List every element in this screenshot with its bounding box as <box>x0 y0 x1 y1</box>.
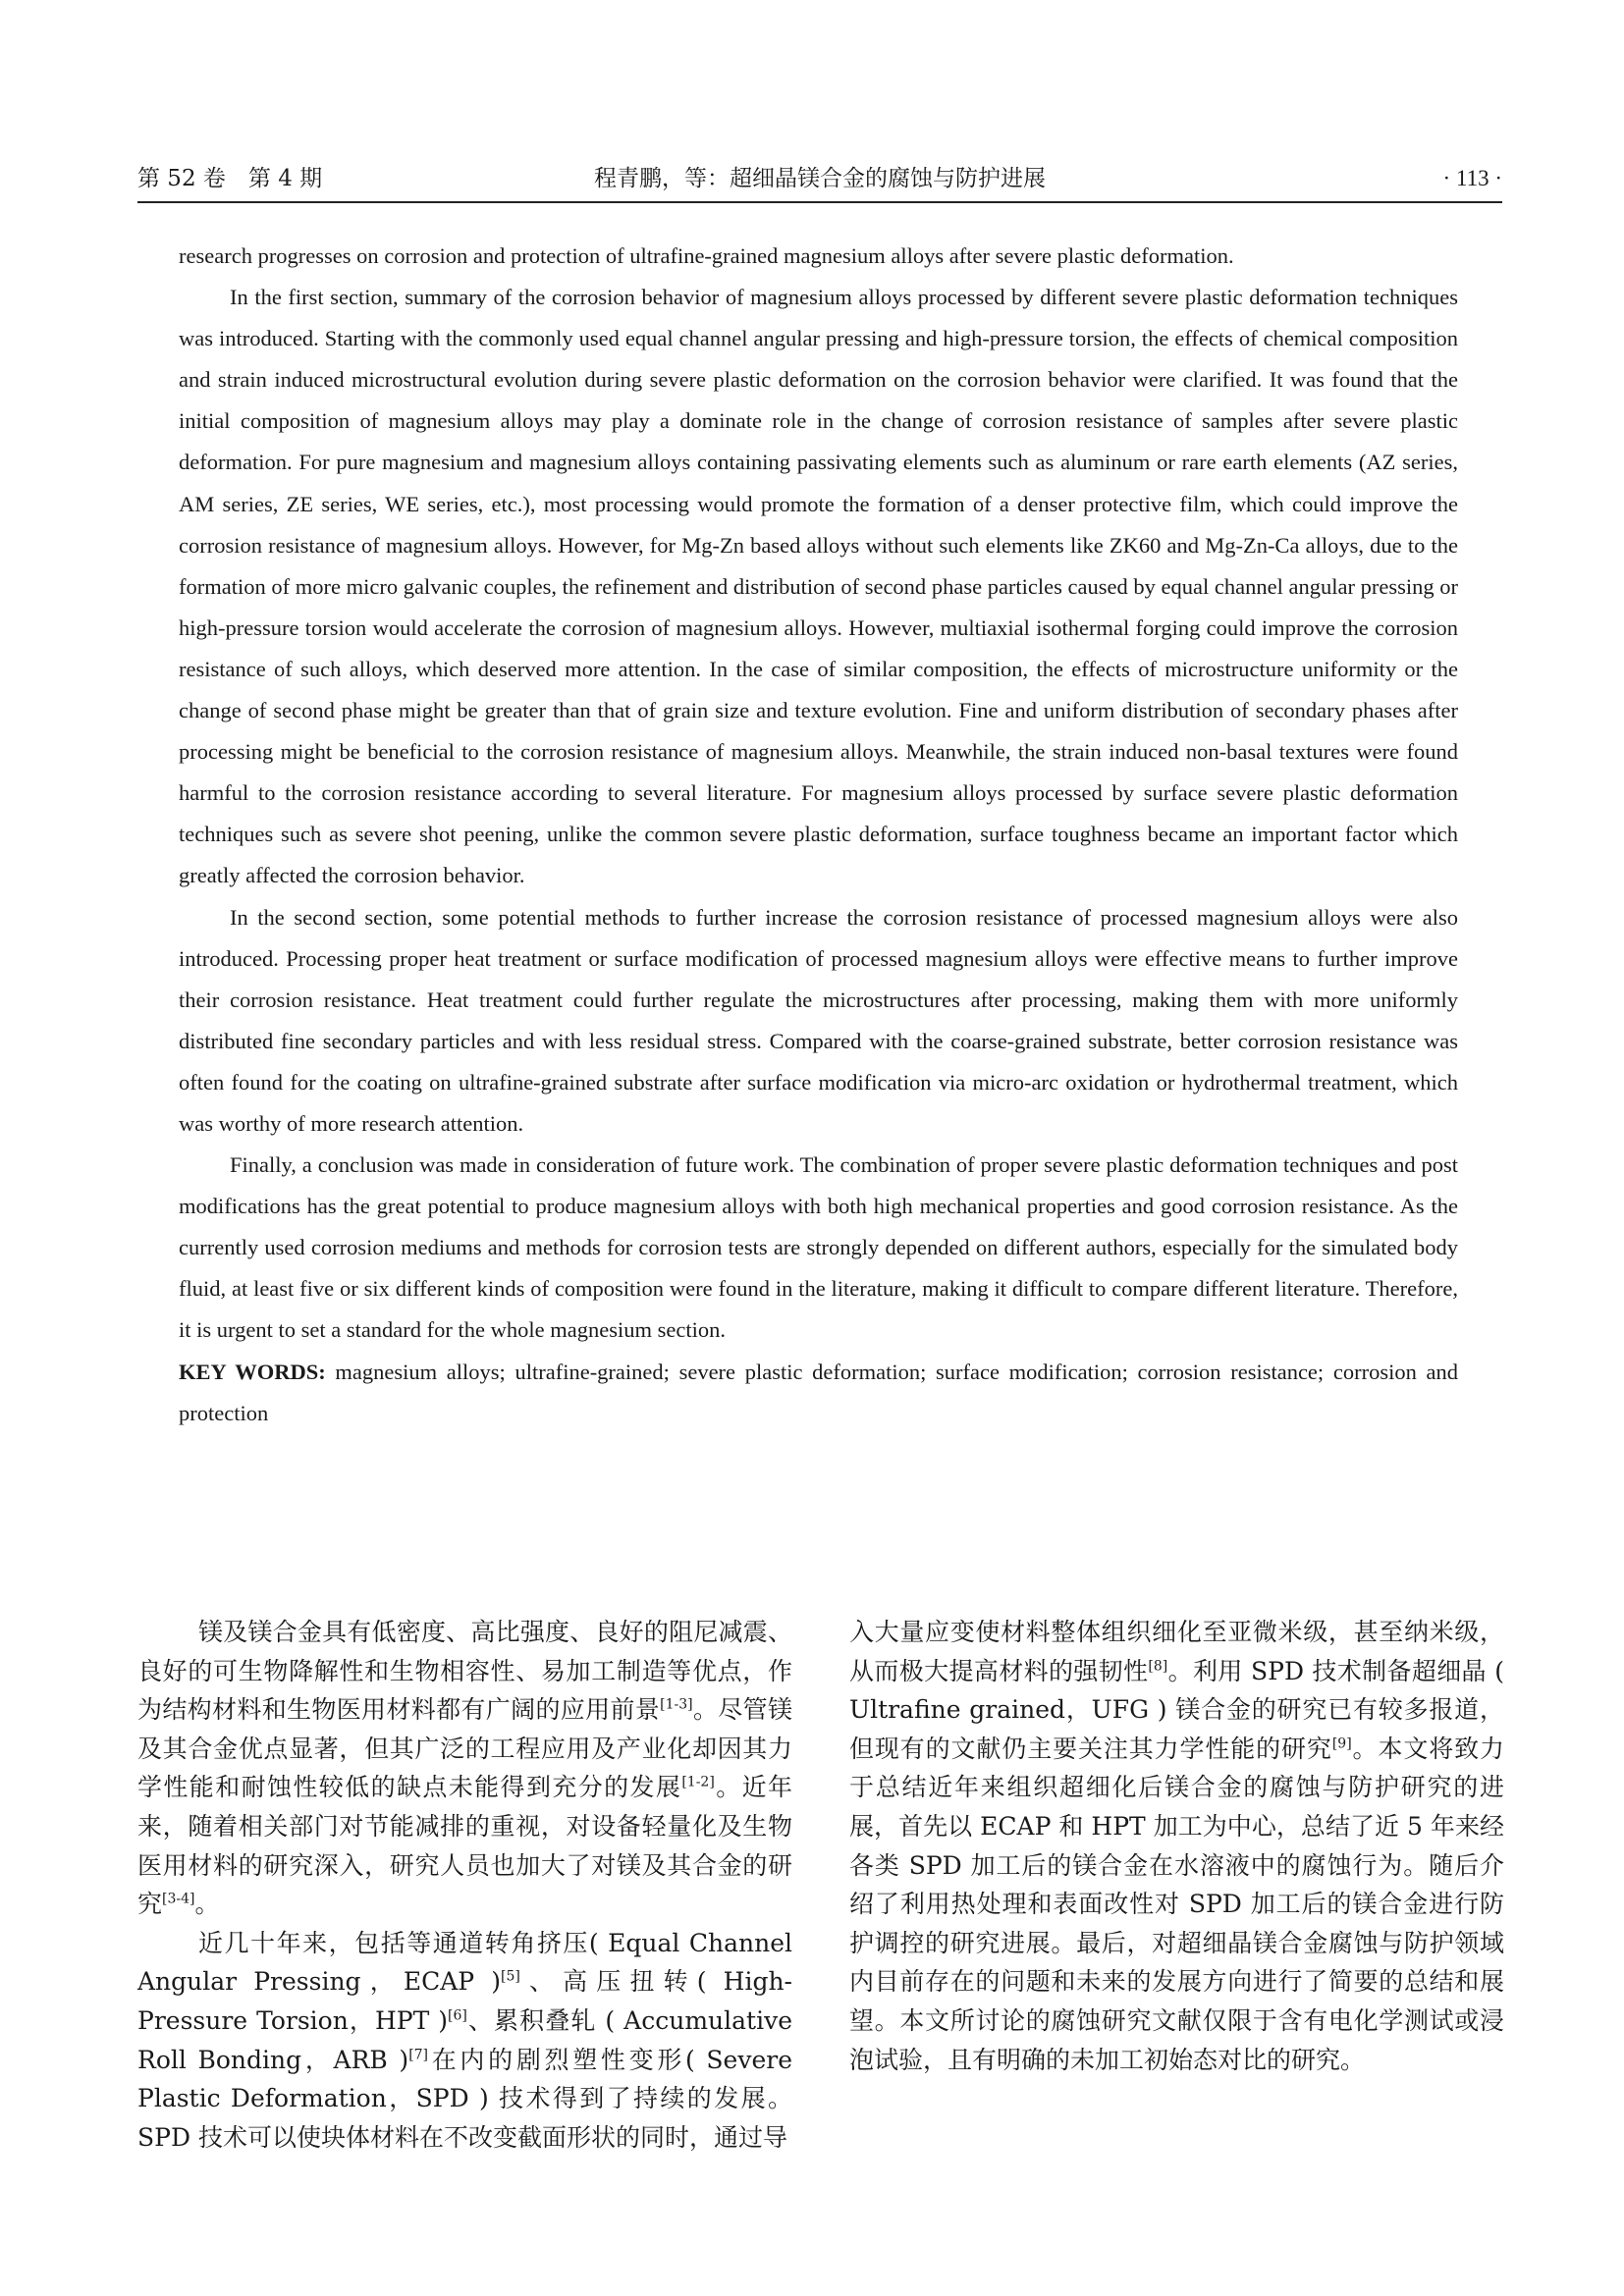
body-column-right <box>849 1613 1504 2079</box>
text-run: 。 <box>194 1890 220 1919</box>
text-run: 在内的剧烈塑性变形( Severe Plastic Deformation，SPD ) 技术得到了持续的发展。SPD 技术可以使块体材料在不改变截面形状的同时，通过导 <box>137 2045 792 2152</box>
citation: [8] <box>1148 1658 1168 1675</box>
text-run: 。利用 SPD 技术制备超细晶 ( Ultrafine grained，UFG ) 镁合金的研究已有较多报道，但现有的文献仍主要关注其力学性能的研究 <box>849 1656 1504 1763</box>
running-title: 程青鹏，等：超细晶镁合金的腐蚀与防护进展 <box>594 166 1046 191</box>
header-divider <box>137 201 1502 203</box>
citation: [1-2] <box>681 1775 715 1791</box>
body-paragraph <box>137 1613 792 1924</box>
page-number: · 113 · <box>1442 166 1502 190</box>
volume-issue: 第 52 卷 第 4 期 <box>137 166 323 191</box>
text-run: 。尽管镁及其合金优点显著，但其广泛的工程应用及产业化却因其力学性能和耐蚀性较低的缺点未能得到充分的发展 <box>137 1695 792 1802</box>
abstract-paragraph: In the second section, some potential methods to further increase the corrosion resistance of processed magnesium alloys were also introduced. Processing proper heat treatment or surface modification of processed magnesium alloys were effective means to further improve their corrosion resistance. Heat treatment could further regulate the microstructures after processing, making them with more uniformly distributed fine secondary particles and with less residual stress. Compared with the coarse-grained substrate, better corrosion resistance was often found for the coating on ultrafine-grained substrate after surface modification via micro-arc oxidation or hydrothermal treatment, which was worthy of more research attention. <box>179 904 1458 1136</box>
text-run: 近几十年来，包括等通道转角挤压( Equal Channel Angular Pressing，ECAP ) <box>137 1928 792 1997</box>
text-run: 入大量应变使材料整体组织细化至亚微米级，甚至纳米级，从而极大提高材料的强韧性 <box>849 1618 1504 1685</box>
abstract-paragraph: In the first section, summary of the corrosion behavior of magnesium alloys processed by different severe plastic deformation techniques was introduced. Starting with the commonly used equal channel angular pressing and high-pressure torsion, the effects of chemical composition and strain induced microstructural evolution during severe plastic deformation on the corrosion behavior were clarified. It was found that the initial composition of magnesium alloys may play a dominate role in the change of corrosion resistance of samples after severe plastic deformation. For pure magnesium and magnesium alloys containing passivating elements such as aluminum or rare earth elements (AZ series, AM series, ZE series, WE series, etc.), most processing would promote the formation of a denser protective film, which could improve the corrosion resistance of magnesium alloys. However, for Mg-Zn based alloys without such elements like ZK60 and Mg-Zn-Ca alloys, due to the formation of more micro galvanic couples, the refinement and distribution of second phase particles caused by equal channel angular pressing or high-pressure torsion would accelerate the corrosion of magnesium alloys. However, multiaxial isothermal forging could improve the corrosion resistance of such alloys, which deserved more attention. In the case of similar composition, the effects of microstructure uniformity or the change of second phase might be greater than that of grain size and texture evolution. Fine and uniform distribution of secondary phases after processing might be beneficial to the corrosion resistance of magnesium alloys. Meanwhile, the strain induced non-basal textures were found harmful to the corrosion resistance according to several literature. For magnesium alloys processed by surface severe plastic deformation techniques such as severe shot peening, unlike the common severe plastic deformation, surface toughness became an important factor which greatly affected the corrosion behavior. <box>179 285 1458 888</box>
body-paragraph <box>849 1613 1504 2079</box>
abstract-paragraph: Finally, a conclusion was made in consideration of future work. The combination of proper severe plastic deformation techniques and post modifications has the great potential to produce magnesium alloys with both high mechanical properties and good corrosion resistance. As the currently used corrosion mediums and methods for corrosion tests are strongly depended on different authors, especially for the simulated body fluid, at least five or six different kinds of composition were found in the literature, making it difficult to compare different literature. Therefore, it is urgent to set a standard for the whole magnesium section. <box>179 1152 1458 1343</box>
citation: [7] <box>408 2047 429 2063</box>
text-run: 、累积叠轧 ( Accumulative Roll Bonding，ARB ) <box>137 2005 792 2074</box>
running-header <box>137 157 1502 200</box>
text-run: 。近年来，随着相关部门对节能减排的重视，对设备轻量化及生物医用材料的研究深入，研究人员也加大了对镁及其合金的研究 <box>137 1773 792 1919</box>
abstract-paragraph: research progresses on corrosion and protection of ultrafine-grained magnesium alloys after severe plastic deformation. <box>179 243 1234 268</box>
text-run: 。本文将致力于总结近年来组织超细化后镁合金的腐蚀与防护研究的进展，首先以 ECAP 和 HPT 加工为中心，总结了近 5 年来经各类 SPD 加工后的镁合金在水溶液中的腐蚀行为。随后介绍了利用热处理和表面改性对 SPD 加工后的镁合金进行防护调控的研究进展。最后，对超细晶镁合金腐蚀与防护领域内目前存在的问题和未来的发展方向进行了简要的总结和展望。本文所讨论的腐蚀研究文献仅限于含有电化学测试或浸泡试验，且有明确的未加工初始态对比的研究。 <box>849 1734 1504 2074</box>
citation: [9] <box>1331 1735 1352 1752</box>
keywords <box>179 1352 1458 1434</box>
citation: [6] <box>448 2007 467 2024</box>
keywords-label: KEY WORDS: <box>179 1359 326 1384</box>
keywords-text: magnesium alloys; ultrafine-grained; severe plastic deformation; surface modification; corrosion resistance; corrosion and protection <box>179 1359 1458 1425</box>
citation: [5] <box>500 1969 520 1986</box>
text-run: 、高压扭转( High-Pressure Torsion，HPT ) <box>137 1967 792 2035</box>
body-paragraph <box>137 1924 792 2158</box>
citation: [3-4] <box>162 1891 195 1907</box>
citation: [1-3] <box>660 1696 693 1713</box>
text-run: 镁及镁合金具有低密度、高比强度、良好的阻尼减震、良好的可生物降解性和生物相容性、易加工制造等优点，作为结构材料和生物医用材料都有广阔的应用前景 <box>137 1618 792 1725</box>
body-column-left <box>137 1613 792 2157</box>
english-abstract <box>179 236 1458 1434</box>
